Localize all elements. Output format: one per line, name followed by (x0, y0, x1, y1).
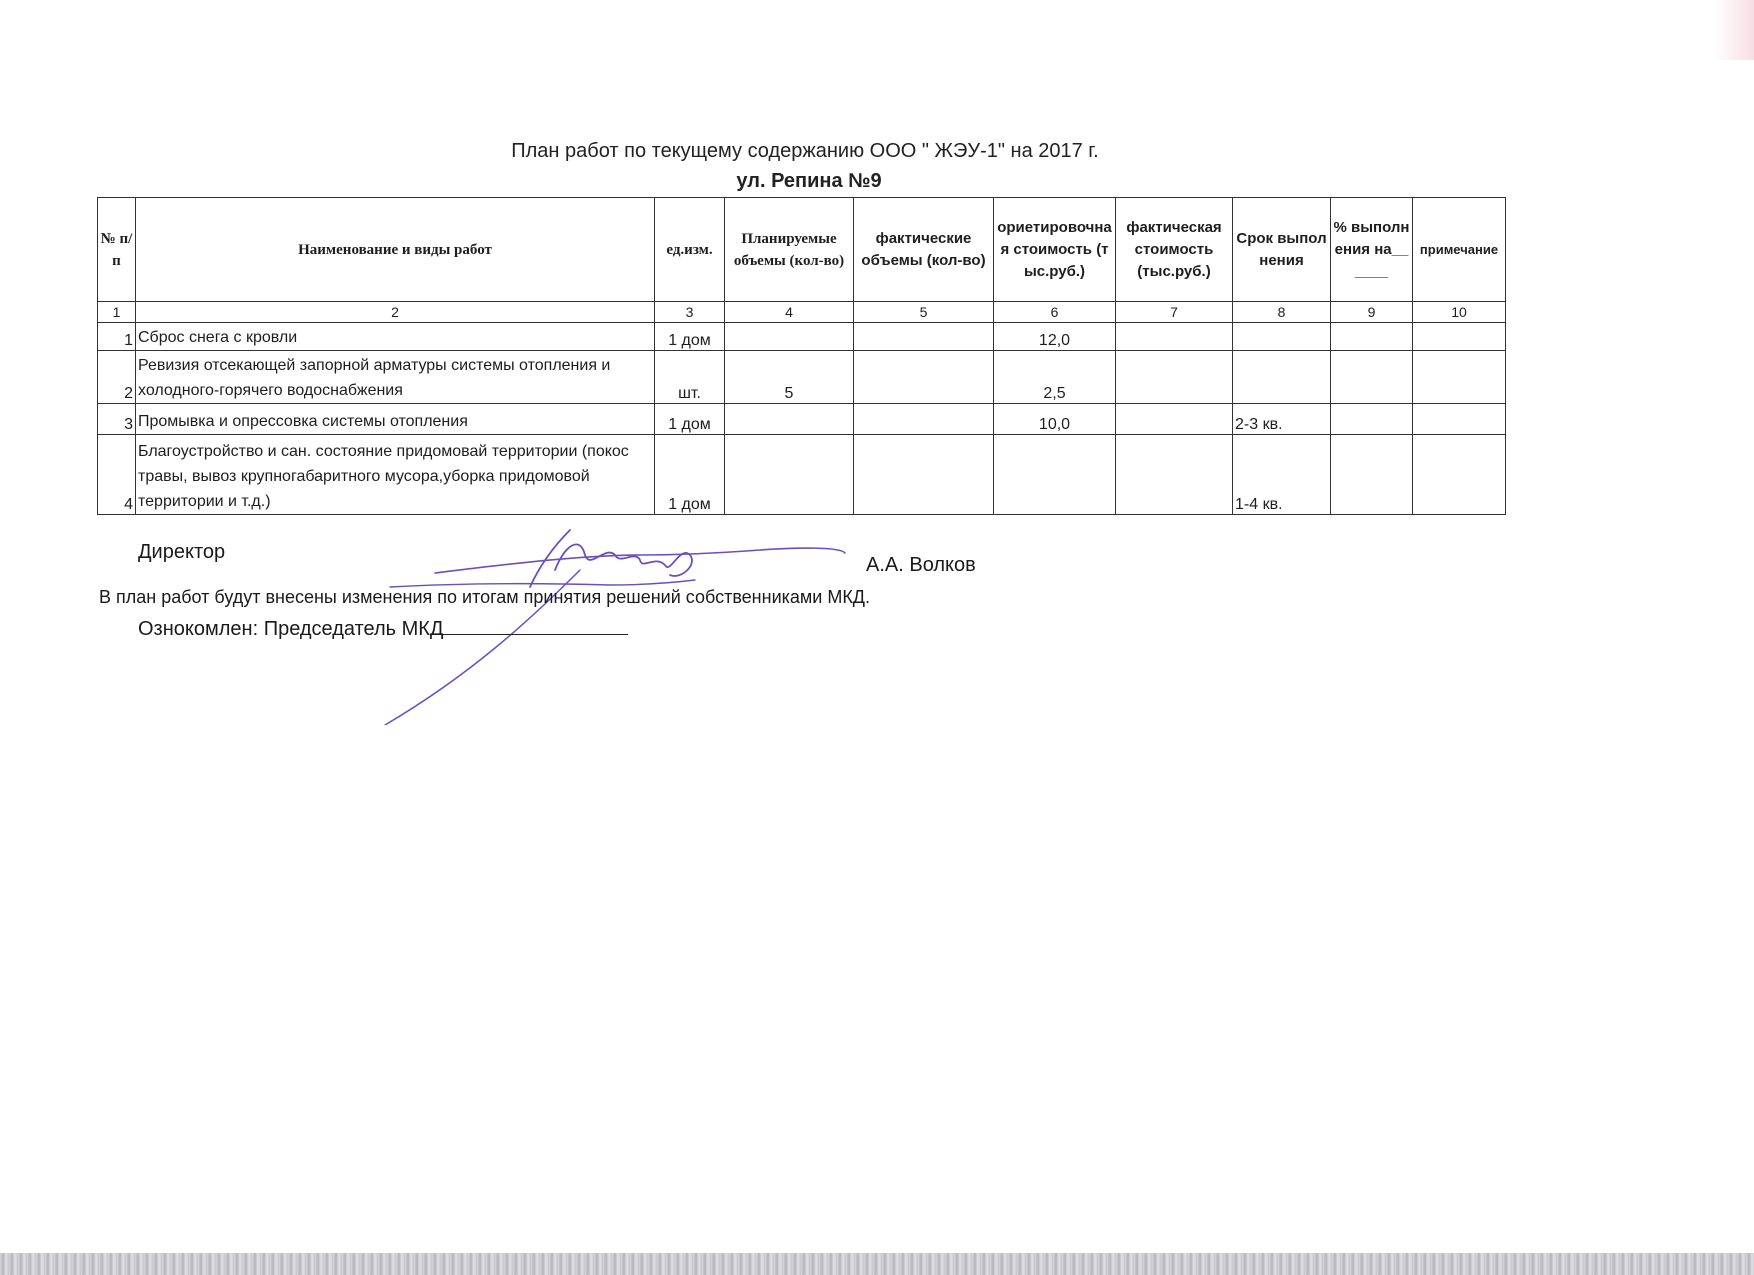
row-percent (1331, 404, 1413, 435)
document-title: План работ по текущему содержанию ООО " ЖЭУ-1" на 2017 г. (511, 140, 1099, 162)
column-number: 6 (994, 302, 1116, 323)
header-actual-volume: фактические объемы (кол-во) (854, 198, 994, 302)
row-work-name: Сброс снега с кровли (136, 323, 655, 351)
row-estimated-cost: 12,0 (994, 323, 1116, 351)
signature-stroke (390, 580, 695, 587)
acknowledgement-line (138, 616, 628, 641)
header-name: Наименование и виды работ (136, 198, 655, 302)
row-actual-cost (1116, 323, 1233, 351)
table-row (98, 323, 1506, 351)
row-actual-volume (854, 323, 994, 351)
header-actual-cost: фактическая стоимость (тыс.руб.) (1116, 198, 1233, 302)
row-term (1233, 323, 1331, 351)
row-work-name: Благоустройство и сан. состояние придомовай территории (покос травы, вывоз крупногабаритного мусора,уборка придомовой территории и т.д.) (136, 435, 655, 515)
row-remark (1413, 323, 1506, 351)
scan-edge-bottom (0, 1253, 1754, 1275)
row-num: 4 (98, 435, 136, 515)
header-num: № п/п (98, 198, 136, 302)
row-planned (725, 323, 854, 351)
row-remark (1413, 435, 1506, 515)
row-unit: 1 дом (655, 404, 725, 435)
row-work-name: Промывка и опрессовка системы отопления (136, 404, 655, 435)
row-percent (1331, 435, 1413, 515)
header-planned: Планируемые объемы (кол-во) (725, 198, 854, 302)
director-label: Директор (138, 541, 226, 563)
row-num: 3 (98, 404, 136, 435)
table-row (98, 404, 1506, 435)
row-remark (1413, 351, 1506, 404)
column-number: 4 (725, 302, 854, 323)
column-number-row (98, 302, 1506, 323)
row-percent (1331, 351, 1413, 404)
header-percent: % выполнения на______ (1331, 198, 1413, 302)
row-actual-volume (854, 435, 994, 515)
column-number: 10 (1413, 302, 1506, 323)
scan-edge-right (1714, 0, 1754, 60)
header-term: Срок выполнения (1233, 198, 1331, 302)
row-estimated-cost: 2,5 (994, 351, 1116, 404)
row-unit: 1 дом (655, 323, 725, 351)
row-work-name: Ревизия отсекающей запорной арматуры системы отопления и холодного-горячего водоснабжения (136, 351, 655, 404)
row-percent (1331, 323, 1413, 351)
column-number: 8 (1233, 302, 1331, 323)
header-row (98, 198, 1506, 302)
acknowledgement-label: Ознокомлен: Председатель МКД (138, 618, 444, 640)
row-term: 2-3 кв. (1233, 404, 1331, 435)
row-planned (725, 404, 854, 435)
column-number: 9 (1331, 302, 1413, 323)
document-subtitle: ул. Репина №9 (736, 170, 882, 192)
row-term (1233, 351, 1331, 404)
row-unit: 1 дом (655, 435, 725, 515)
row-estimated-cost (994, 435, 1116, 515)
header-estimated-cost: ориетировочная стоимость (тыс.руб.) (994, 198, 1116, 302)
row-actual-cost (1116, 404, 1233, 435)
row-num: 1 (98, 323, 136, 351)
header-unit: ед.изм. (655, 198, 725, 302)
column-number: 1 (98, 302, 136, 323)
header-remark: примечание (1413, 198, 1506, 302)
row-num: 2 (98, 351, 136, 404)
column-number: 2 (136, 302, 655, 323)
row-unit: шт. (655, 351, 725, 404)
director-name: А.А. Волков (866, 554, 976, 576)
signature-blank (443, 616, 628, 635)
signature-stroke (530, 530, 692, 587)
work-plan-table (97, 197, 1506, 515)
table-row (98, 351, 1506, 404)
row-term: 1-4 кв. (1233, 435, 1331, 515)
row-actual-volume (854, 404, 994, 435)
column-number: 5 (854, 302, 994, 323)
row-estimated-cost: 10,0 (994, 404, 1116, 435)
row-planned: 5 (725, 351, 854, 404)
row-planned (725, 435, 854, 515)
row-remark (1413, 404, 1506, 435)
row-actual-cost (1116, 351, 1233, 404)
column-number: 3 (655, 302, 725, 323)
row-actual-cost (1116, 435, 1233, 515)
row-actual-volume (854, 351, 994, 404)
column-number: 7 (1116, 302, 1233, 323)
plan-change-note: В план работ будут внесены изменения по итогам принятия решений собственниками МКД. (99, 587, 871, 607)
table-row (98, 435, 1506, 515)
